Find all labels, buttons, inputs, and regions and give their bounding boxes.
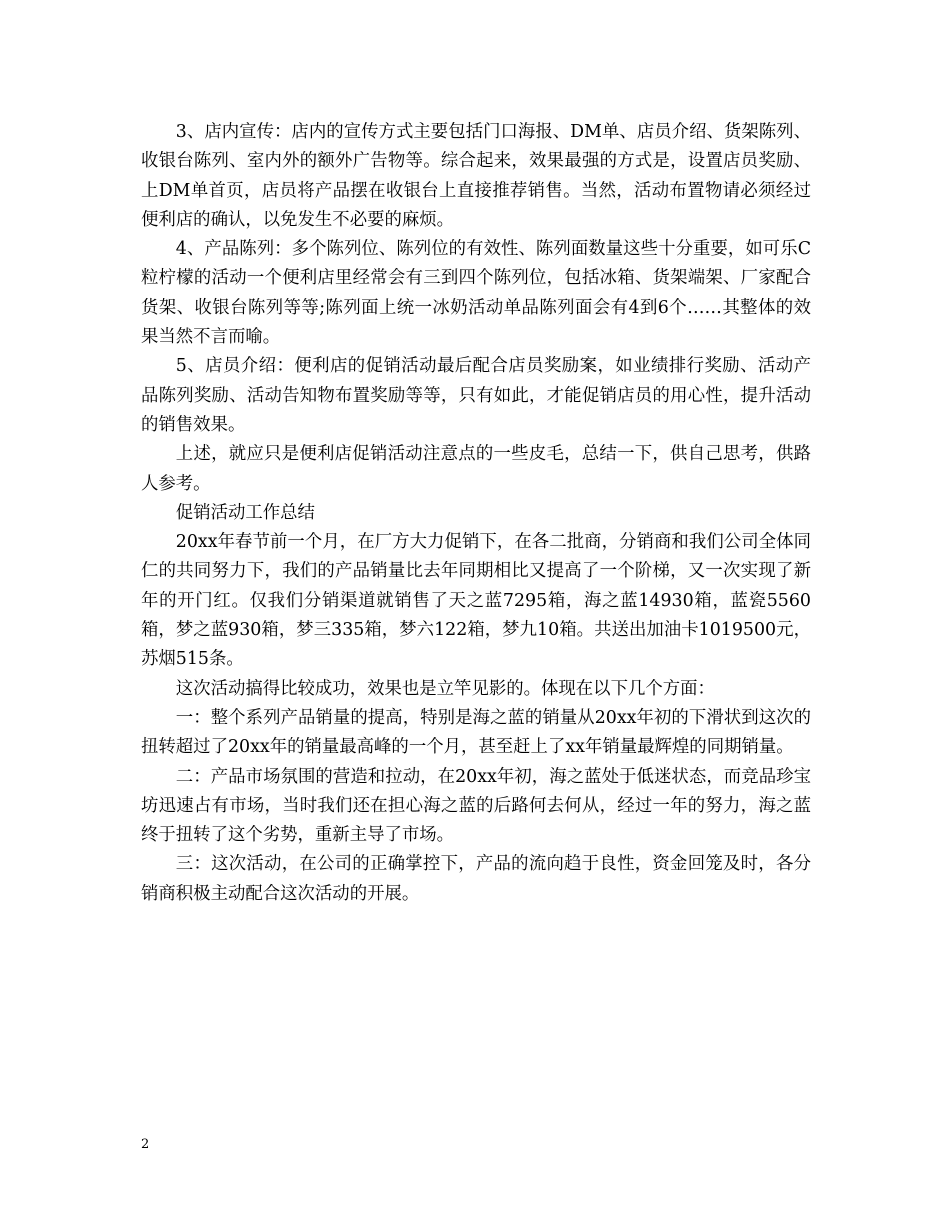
paragraph-activity-success: 这次活动搞得比较成功，效果也是立竿见影的。体现在以下几个方面： xyxy=(175,678,715,699)
paragraph-point-one: 一：整个系列产品销量的提高，特别是海之蓝的销量从20xx年初的下滑状到这次的扭转超过了20xx年的销量最高峰的一个月，甚至赶上了xx年销量最辉煌的同期销量。 xyxy=(141,707,811,758)
paragraph-store-promotion: 3、店内宣传：店内的宣传方式主要包括门口海报、DM单、店员介绍、货架陈列、收银台陈列、室内外的额外广告物等。综合起来，效果最强的方式是，设置店员奖励、上DM单首页，店员将产品摆在收银台上直接推荐销售。当然，活动布置物请必须经过便利店的确认，以免发生不必要的麻烦。 xyxy=(141,122,811,230)
paragraph-sales-results: 20xx年春节前一个月，在厂方大力促销下，在各二批商，分销商和我们公司全体同仁的共同努力下，我们的产品销量比去年同期相比又提高了一个阶梯，又一次实现了新年的开门红。仅我们分销渠道就销售了天之蓝7295箱，海之蓝14930箱，蓝瓷5560箱，梦之蓝930箱，梦三335箱，梦六122箱，梦九10箱。共送出加油卡1019500元，苏烟515条。 xyxy=(141,532,811,670)
paragraph-point-three: 三：这次活动，在公司的正确掌控下，产品的流向趋于良性，资金回笼及时，各分销商积极主动配合这次活动的开展。 xyxy=(141,854,811,904)
paragraph-summary-note: 上述，就应只是便利店促销活动注意点的一些皮毛，总结一下，供自己思考，供路人参考。 xyxy=(141,444,811,494)
section-heading: 促销活动工作总结 xyxy=(175,502,315,523)
page-number: 2 xyxy=(141,1137,150,1152)
paragraph-point-two: 二：产品市场氛围的营造和拉动，在20xx年初，海之蓝处于低迷状态，而竞品珍宝坊迅速占有市场，当时我们还在担心海之蓝的后路何去何从，经过一年的努力，海之蓝终于扭转了这个劣势，重新主导了市场。 xyxy=(141,766,811,846)
paragraph-product-display: 4、产品陈列：多个陈列位、陈列位的有效性、陈列面数量这些十分重要，如可乐C粒柠檬的活动一个便利店里经常会有三到四个陈列位，包括冰箱、货架端架、厂家配合货架、收银台陈列等等;陈列面上统一冰奶活动单品陈列面会有4到6个……其整体的效果当然不言而喻。 xyxy=(141,239,811,348)
paragraph-staff-introduction: 5、店员介绍：便利店的促销活动最后配合店员奖励案，如业绩排行奖励、活动产品陈列奖励、活动告知物布置奖励等等，只有如此，才能促销店员的用心性，提升活动的销售效果。 xyxy=(141,356,811,435)
document-body xyxy=(141,118,811,909)
